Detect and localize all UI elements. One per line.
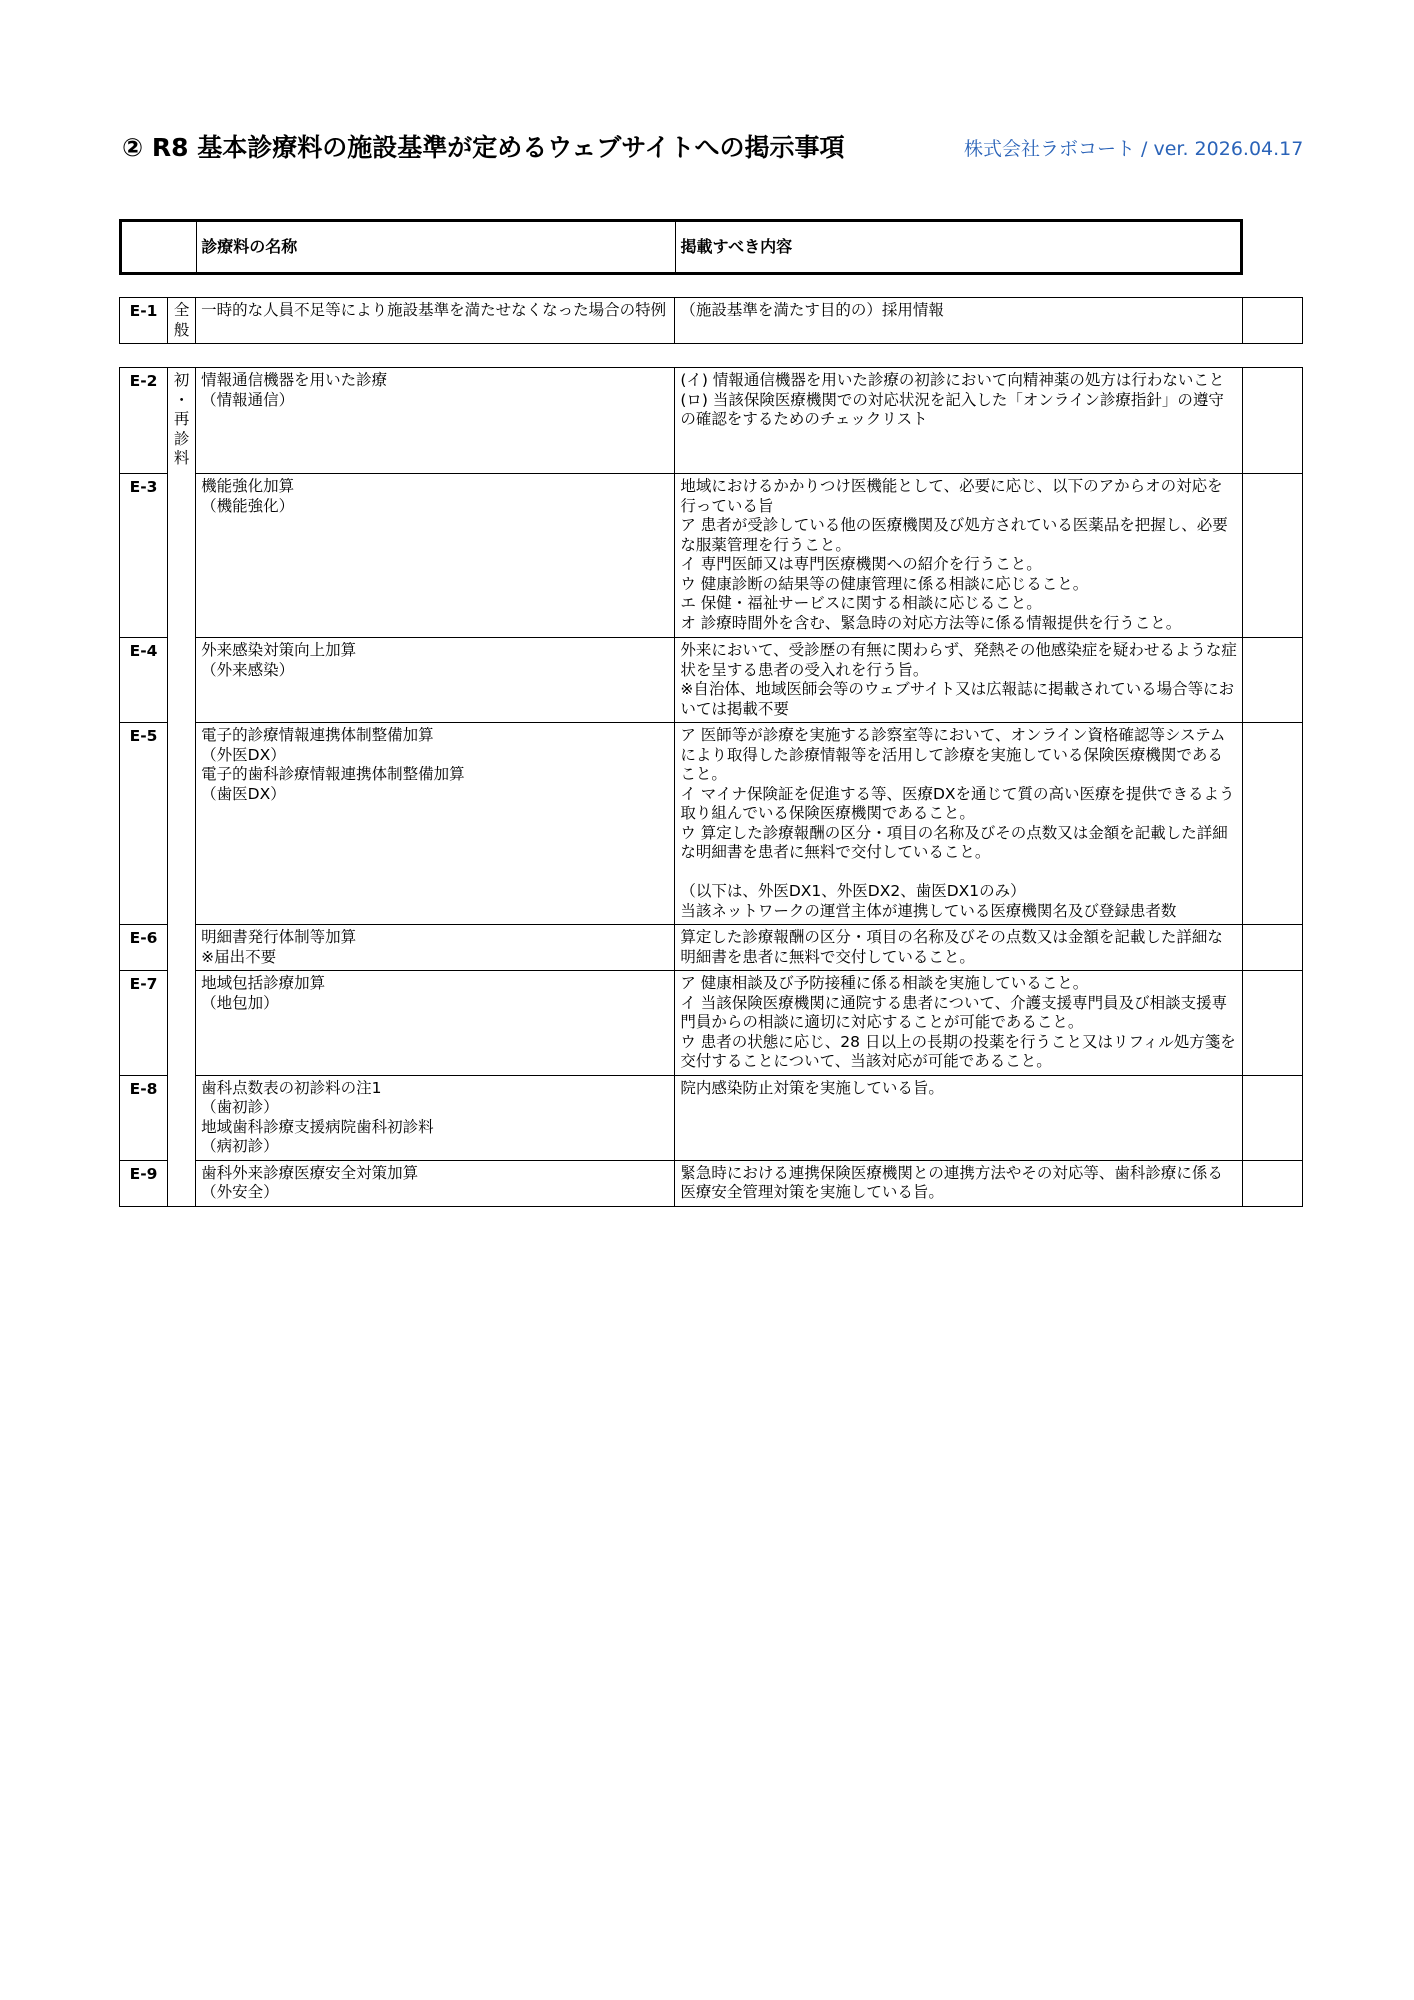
content-line: ウ 算定した診療報酬の区分・項目の名称及びその点数又は金額を記載した詳細な明細書を患者に無料で交付していること。 — [680, 823, 1228, 861]
row-check-cell — [1242, 474, 1302, 638]
name-line: 歯科点数表の初診料の注1 — [201, 1078, 382, 1097]
row-content — [675, 368, 1242, 474]
content-line: イ 専門医師又は専門医療機関への紹介を行うこと。 — [680, 555, 1042, 573]
content-line: ウ 患者の状態に応じ、28 日以上の長期の投薬を行うこと又はリフィル処方箋を交付することについて、当該対応が可能であること。 — [680, 1032, 1236, 1070]
row-content — [675, 971, 1242, 1076]
category-label — [168, 368, 196, 1207]
row-name — [196, 723, 675, 925]
content-line: エ 保健・福祉サービスに関する相談に応じること。 — [680, 594, 1042, 612]
content-line: イ マイナ保険証を促進する等、医療DXを通じて質の高い医療を提供できるよう取り組んでいる保険医療機関であること。 — [680, 784, 1235, 822]
row-check-cell — [1242, 971, 1302, 1076]
category-char: 診 — [173, 429, 190, 448]
name-line: 機能強化加算 — [201, 477, 295, 495]
row-content — [675, 1160, 1242, 1206]
row-name — [196, 368, 675, 474]
content-line — [680, 863, 1236, 883]
name-line: （病初診） — [201, 1137, 279, 1155]
content-line: ウ 健康診断の結果等の健康管理に係る相談に応じること。 — [680, 574, 1089, 593]
row-content — [675, 474, 1242, 638]
category-char: 料 — [173, 449, 190, 467]
row-check-cell — [1242, 723, 1302, 925]
name-line: （外医DX） — [201, 745, 286, 764]
name-line: 地域包括診療加算 — [201, 974, 326, 992]
name-line: 外来感染対策向上加算 — [201, 641, 357, 659]
row-name: 一時的な人員不足等により施設基準を満たせなくなった場合の特例 — [196, 298, 675, 344]
name-line: （歯医DX） — [201, 784, 286, 803]
category-label: 全般 — [168, 298, 196, 344]
content-line: 院内感染防止対策を実施している旨。 — [680, 1078, 944, 1097]
row-check-cell — [1242, 1160, 1302, 1206]
content-line: 算定した診療報酬の区分・項目の名称及びその点数又は金額を記載した詳細な明細書を患者に無料で交付していること。 — [680, 928, 1223, 966]
table-row — [120, 1075, 1303, 1160]
content-line: 外来において、受診歴の有無に関わらず、発熱その他感染症を疑わせるような症状を呈する患者の受入れを行う旨。 — [680, 641, 1237, 679]
name-line: （歯初診） — [201, 1098, 279, 1116]
table-row — [120, 971, 1303, 1076]
table-row — [120, 723, 1303, 925]
name-line: （外来感染） — [201, 660, 295, 679]
name-line: （情報通信） — [201, 390, 295, 409]
row-check-cell — [1242, 298, 1302, 344]
row-check-cell — [1242, 638, 1302, 723]
row-code: E-3 — [120, 474, 168, 638]
name-line: 電子的歯科診療情報連携体制整備加算 — [201, 765, 465, 783]
content-line: ※自治体、地域医師会等のウェブサイト又は広報誌に掲載されている場合等においては掲載不要 — [680, 680, 1235, 718]
row-code: E-5 — [120, 723, 168, 925]
content-line: 緊急時における連携保険医療機関との連携方法やその対応等、歯科診療に係る医療安全管理対策を実施している旨。 — [680, 1163, 1223, 1201]
table-row — [120, 368, 1303, 474]
page-title: ② R8 基本診療料の施設基準が定めるウェブサイトへの掲示事項 — [122, 133, 845, 162]
name-line: 情報通信機器を用いた診療 — [201, 371, 388, 389]
content-line: オ 診療時間外を含む、緊急時の対応方法等に係る情報提供を行うこと。 — [680, 613, 1182, 632]
name-line: （地包加） — [201, 993, 279, 1012]
row-code: E-2 — [120, 368, 168, 474]
name-line: （外安全） — [201, 1183, 279, 1201]
content-line: ア 健康相談及び予防接種に係る相談を実施していること。 — [680, 974, 1089, 992]
row-code: E-6 — [120, 925, 168, 971]
table-row — [120, 1160, 1303, 1206]
row-check-cell — [1242, 925, 1302, 971]
header-table — [119, 219, 1243, 275]
table-row — [120, 638, 1303, 723]
content-line: 地域におけるかかりつけ医機能として、必要に応じ、以下のアからオの対応を行っている旨 — [680, 477, 1223, 515]
content-line: ア 医師等が診療を実施する診察室等において、オンライン資格確認等システムにより取得した診療情報等を活用して診療を実施している保険医療機関であること。 — [680, 726, 1226, 783]
row-content: （施設基準を満たす目的の）採用情報 — [675, 298, 1242, 344]
row-code: E-9 — [120, 1160, 168, 1206]
row-code: E-8 — [120, 1075, 168, 1160]
row-name — [196, 971, 675, 1076]
name-line: 電子的診療情報連携体制整備加算 — [201, 726, 434, 744]
category-char: ・ — [173, 390, 190, 409]
name-line: 明細書発行体制等加算 — [201, 928, 357, 946]
name-line: ※届出不要 — [201, 947, 277, 966]
header-empty-cell — [121, 221, 197, 274]
row-content — [675, 1075, 1242, 1160]
main-table — [119, 367, 1303, 1207]
header-row — [121, 221, 1242, 274]
content-line: 当該ネットワークの運営主体が連携している医療機関名及び登録患者数 — [680, 901, 1177, 920]
category-char: 初 — [173, 371, 190, 389]
name-line: 歯科外来診療医療安全対策加算 — [201, 1163, 419, 1182]
content-line: ア 患者が受診している他の医療機関及び処方されている医薬品を把握し、必要な服薬管理を行うこと。 — [680, 516, 1228, 554]
row-content — [675, 723, 1242, 925]
row-check-cell — [1242, 1075, 1302, 1160]
row-name — [196, 1160, 675, 1206]
table-row — [120, 925, 1303, 971]
general-table — [119, 297, 1303, 344]
content-line: （以下は、外医DX1、外医DX2、歯医DX1のみ） — [680, 882, 1026, 900]
content-line: イ 当該保険医療機関に通院する患者について、介護支援専門員及び相談支援専門員からの相談に適切に対応することが可能であること。 — [680, 993, 1228, 1031]
row-code: E-7 — [120, 971, 168, 1076]
row-name — [196, 638, 675, 723]
row-code: E-4 — [120, 638, 168, 723]
category-char: 再 — [173, 410, 190, 428]
row-name — [196, 1075, 675, 1160]
table-row — [120, 474, 1303, 638]
header-content: 掲載すべき内容 — [676, 221, 1242, 274]
row-name — [196, 925, 675, 971]
company-version: 株式会社ラボコート / ver. 2026.04.17 — [964, 138, 1304, 160]
row-content — [675, 925, 1242, 971]
row-name — [196, 474, 675, 638]
name-line: （機能強化） — [201, 496, 295, 515]
header-name: 診療料の名称 — [197, 221, 676, 274]
content-line: (イ) 情報通信機器を用いた診療の初診において向精神薬の処方は行わないこと — [680, 371, 1225, 389]
table-row — [120, 298, 1303, 344]
content-line: (ロ) 当該保険医療機関での対応状況を記入した「オンライン診療指針」の遵守の確認をするためのチェックリスト — [680, 390, 1224, 428]
row-check-cell — [1242, 368, 1302, 474]
row-content — [675, 638, 1242, 723]
name-line: 地域歯科診療支援病院歯科初診料 — [201, 1117, 434, 1136]
row-code: E-1 — [120, 298, 168, 344]
